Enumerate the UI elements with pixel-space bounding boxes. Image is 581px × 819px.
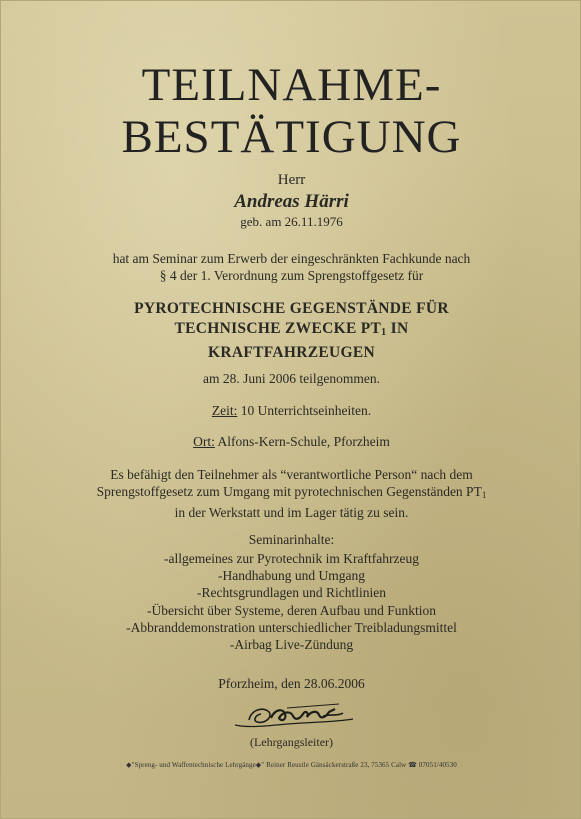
certificate-title <box>1 59 581 163</box>
subject-line-3: KRAFTFAHRZEUGEN <box>208 344 375 361</box>
seminar-topics-list <box>1 550 581 653</box>
seminar-topic: -Rechtsgrundlagen und Richtlinien <box>197 585 386 601</box>
birth-info: geb. am 26.11.1976 <box>240 214 343 229</box>
time-value: 10 Unterrichtseinheiten. <box>237 403 372 418</box>
participant-name: Andreas Härri <box>234 191 349 212</box>
seminar-subject <box>1 299 581 363</box>
seminar-topic: -Abbranddemonstration unterschiedlicher Treibladungsmittel <box>126 619 457 635</box>
seminar-topic: -Handhabung und Umgang <box>218 568 365 584</box>
subject-subscript: 1 <box>381 327 387 338</box>
intro-line-2: § 4 der 1. Verordnung zum Sprengstoffgesetz für <box>159 268 424 283</box>
qualification-line-3: in der Werkstatt und im Lager tätig zu sein. <box>174 505 409 520</box>
seminar-topic: -Airbag Live-Zündung <box>229 637 354 653</box>
qualification-subscript: 1 <box>481 490 487 500</box>
seminar-topic: -allgemeines zur Pyrotechnik im Kraftfahrzeug <box>164 551 419 566</box>
qualification-text <box>1 466 581 521</box>
issuer-footer: ◆"Spreng- und Waffentechnische Lehrgänge◆" Reiner Reustle Gänsäckerstraße 23, 75365 Calw ☎ 07051/40530 <box>126 761 457 769</box>
duration <box>1 403 581 419</box>
place-and-date: Pforzheim, den 28.06.2006 <box>218 676 365 691</box>
signature-mark <box>227 698 357 732</box>
signature <box>1 698 581 732</box>
participation-date: am 28. Juni 2006 teilgenommen. <box>203 371 380 386</box>
intro-line-1: hat am Seminar zum Erwerb der eingeschränkten Fachkunde nach <box>112 251 471 266</box>
qualification-line-1: Es befähigt den Teilnehmer als “verantwortliche Person“ nach dem <box>110 467 473 482</box>
location <box>1 434 581 450</box>
salutation: Herr <box>277 172 306 188</box>
place-value: Alfons-Kern-Schule, Pforzheim <box>214 434 390 449</box>
signer-role: (Lehrgangsleiter) <box>249 735 334 749</box>
subject-line-2-a: TECHNISCHE ZWECKE PT <box>174 320 382 337</box>
subject-line-2-b: IN <box>386 320 409 337</box>
subject-line-1: PYROTECHNISCHE GEGENSTÄNDE FÜR <box>134 300 449 317</box>
title-line-1: TEILNAHME- <box>141 59 442 111</box>
title-line-2: BESTÄTIGUNG <box>121 111 462 163</box>
qualification-line-2 <box>1 483 581 504</box>
qualification-line-2-a: Sprengstoffgesetz zum Umgang mit pyrotechnischen Gegenständen PT <box>96 484 482 499</box>
time-label: Zeit: <box>211 403 238 418</box>
place-label: Ort: <box>193 434 215 449</box>
intro-text <box>1 250 581 284</box>
subject-line-2 <box>1 319 581 343</box>
seminar-heading: Seminarinhalte: <box>248 532 335 547</box>
seminar-topic: -Übersicht über Systeme, deren Aufbau und Funktion <box>146 602 437 618</box>
